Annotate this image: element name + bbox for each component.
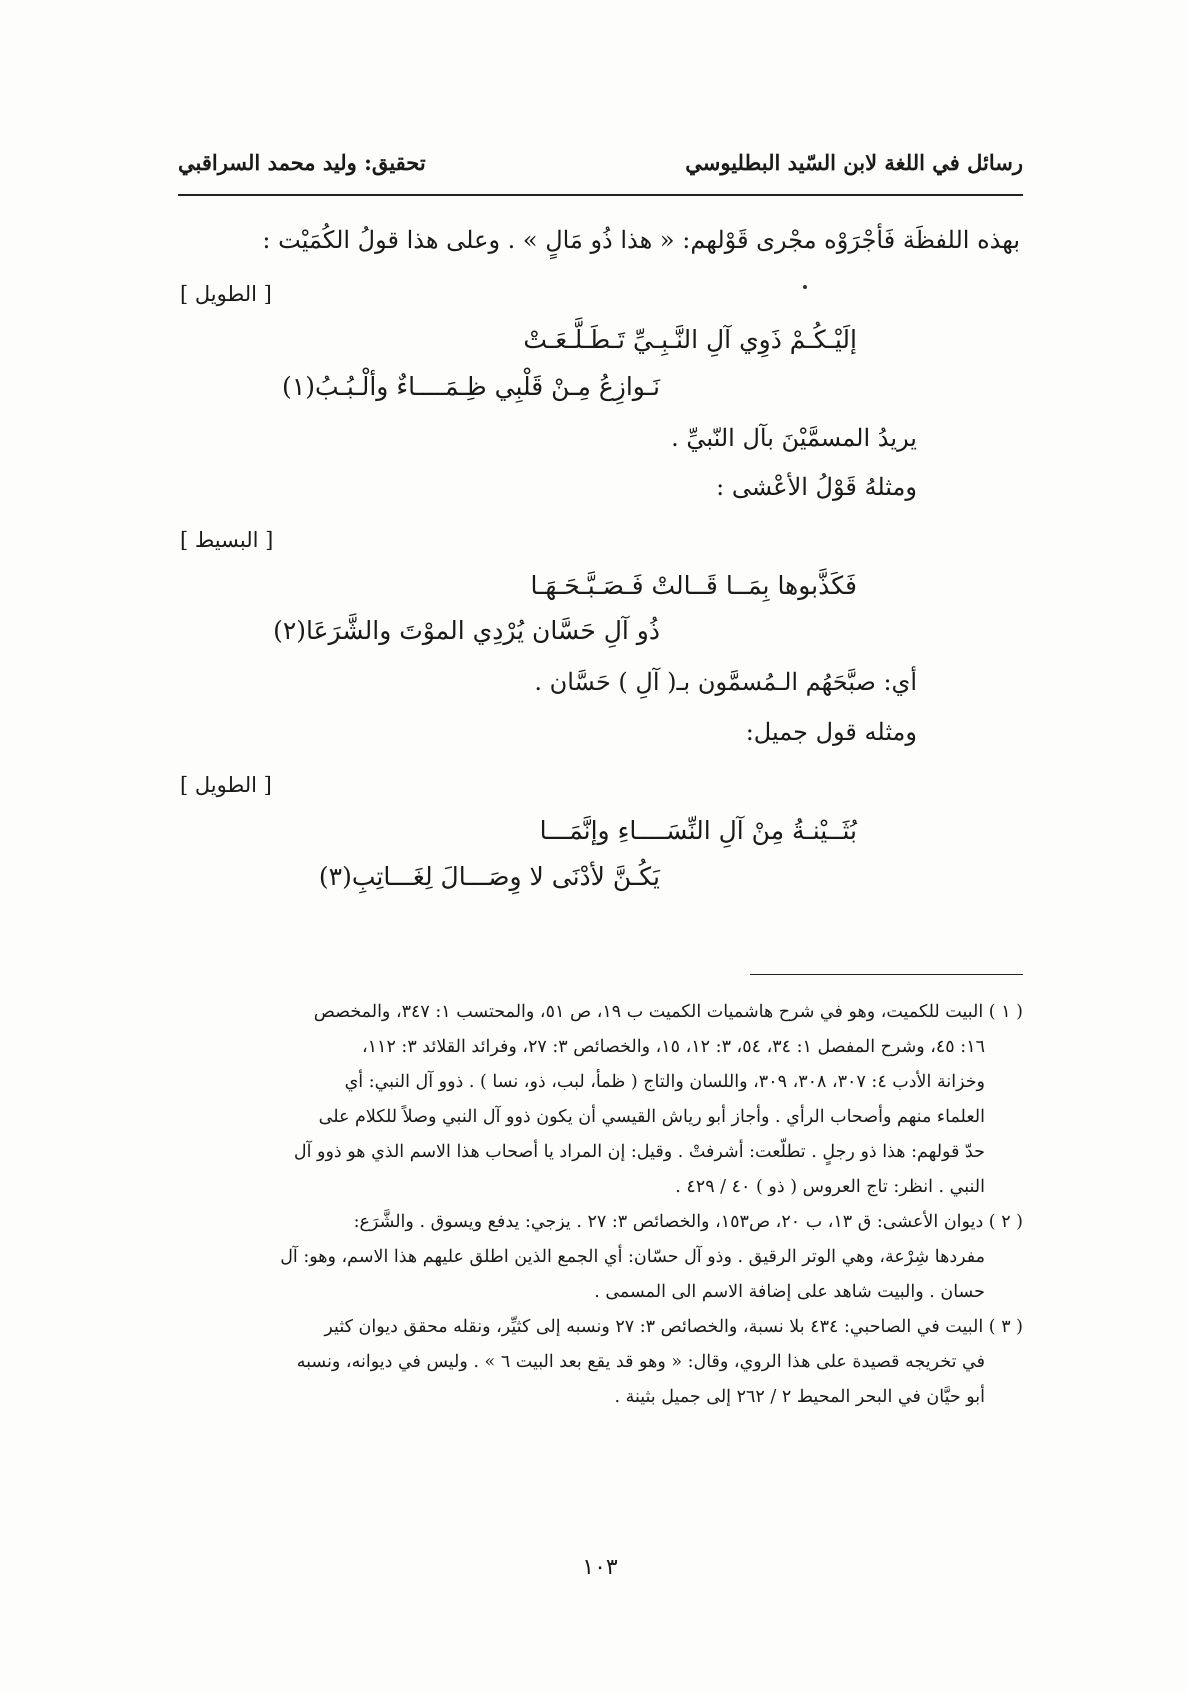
explanation-line-1: يريدُ المسمَّيْنَ بآل النّبيِّ . [671,424,917,452]
verse-1-second-hemistich: نَـوازِعُ مِـنْ قَلْبِي ظِـمَــــاءٌ وألْـبُـبُ(١) [282,372,660,401]
verse-2-second-hemistich: ذُو آلِ حَسَّان يُرْدِي الموْتَ والشَّرَعَا(٢) [273,616,660,645]
intro-paragraph: بهذه اللفظَة فَأجْرَوْه مجْرى قَوْلهم: « هذا ذُو مَالٍ » . وعلى هذا قولُ الكُمَيْت : [262,226,1020,254]
footnotes [178,995,1023,1415]
footnote-divider [750,974,1023,975]
footnote-line: أبو حيَّان في البحر المحيط ٢ / ٢٦٢ إلى جميل بثينة . [614,1387,985,1407]
page-number: ١٠٣ [582,1555,618,1580]
footnote-line: في تخريجه قصيدة على هذا الروي، وقال: « وهو قد يقع بعد البيت ٦ » . وليس في ديوانه، ونسبه [296,1352,985,1372]
meter-label-2: [ البسيط ] [180,528,274,552]
footnote-line: العلماء منهم وأصحاب الرأي . وأجاز أبو رياش القيسي أن يكون ذوو آل النبي وصلاً للكلام على [318,1107,985,1127]
verse-1-first-hemistich: إلَيْـكُـمْ ذَوِي آلِ النَّـبِـيِّ تَـطَـلَّـعَـتْ [523,325,857,354]
explanation-line-2: ومثلهُ قَوْلُ الأعْشى : [716,473,917,501]
footnote-line: ( ٢ ) ديوان الأعشى: ق ١٣، ب ٢٠، ص١٥٣، والخصائص ٣: ٢٧ . يزجي: يدفع ويسوق . والشَّرَع: [353,1212,1023,1232]
footnote-2 [178,1205,1023,1310]
explanation-line-3: أي: صبَّحَهُم الـمُسمَّون بـ( آلِ ) حَسَّان . [534,668,917,696]
footnote-line: ( ٣ ) البيت في الصاحبي: ٤٣٤ بلا نسبة، والخصائص ٣: ٢٧ ونسبه إلى كثيِّر، ونقله محقق ديوان كثير [324,1317,1023,1337]
stray-dot [803,285,807,289]
running-header [178,150,1023,190]
footnote-line: حدّ قولهم: هذا ذو رجلٍ . تطلّعت: أشرفتْ . وقيل: إن المراد يا أصحاب هذا الاسم الذي هو ذوو آل [293,1142,985,1162]
editor-credit: تحقيق: وليد محمد السراقبي [178,150,426,175]
header-divider [178,194,1023,196]
book-title: رسائل في اللغة لابن السّيد البطليوسي [685,150,1023,175]
footnote-line: ( ١ ) البيت للكميت، وهو في شرح هاشميات الكميت ب ١٩، ص ٥١، والمحتسب ١: ٣٤٧، والمخصص [313,1002,1023,1022]
explanation-line-4: ومثله قول جميل: [745,718,917,746]
verse-3-first-hemistich: بُثَــيْنـةُ مِنْ آلِ النِّسَــــاءِ وإنَّمَـــا [539,816,857,845]
footnote-3 [178,1310,1023,1415]
meter-label-1: [ الطويل ] [180,282,272,306]
verse-3-second-hemistich: يَكُـنَّ لأدْنَى لا وِصَـــالَ لِغَـــاتِبِ(٣) [318,862,660,891]
meter-label-3: [ الطويل ] [180,773,272,797]
footnote-line: النبي . انظر: تاج العروس ( ذو ) ٤٠ / ٤٢٩ . [675,1177,985,1197]
footnote-line: وخزانة الأدب ٤: ٣٠٧، ٣٠٨، ٣٠٩، واللسان والتاج ( ظمأ، لبب، ذو، نسا ) . ذوو آل النبي: أي [344,1072,985,1092]
verse-2-first-hemistich: فَكَذَّبوها بِمَــا قَــالتْ فَـصَـبَّـحَـهَـا [530,571,857,600]
footnote-line: ١٦: ٤٥، وشرح المفصل ١: ٣٤، ٥٤، ٣: ١٢، ١٥، والخصائص ٣: ٢٧، وفرائد القلائد ٣: ١١٢، [362,1037,985,1057]
footnote-line: مفردها شِرْعة، وهي الوتر الرقيق . وذو آل حسّان: أي الجمع الذين اطلق عليهم هذا الاسم، وهو: آل [280,1247,985,1267]
footnote-1 [178,995,1023,1205]
footnote-line: حسان . والبيت شاهد على إضافة الاسم الى المسمى . [594,1282,985,1302]
